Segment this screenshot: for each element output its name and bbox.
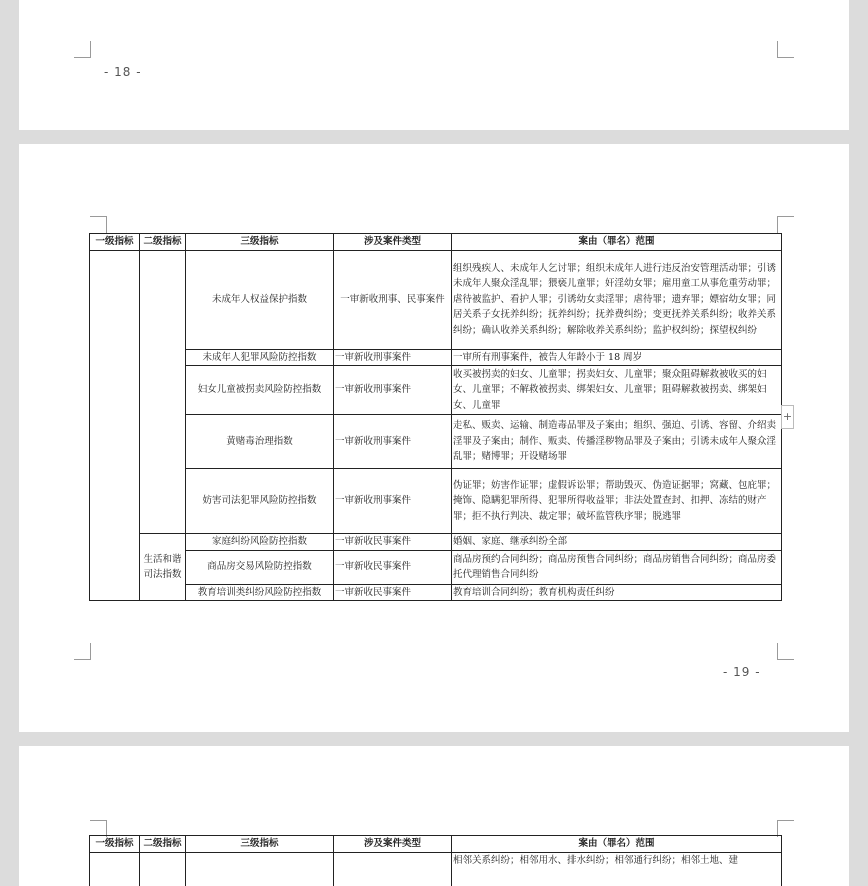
table-row [90, 852, 782, 886]
page-number: - 18 - [104, 65, 142, 79]
table-row [90, 550, 782, 584]
case-type-cell: 一审新收刑事、民事案件 [334, 250, 452, 349]
page-19 [19, 144, 849, 732]
crop-mark [777, 643, 794, 660]
case-type-cell: 一审新收刑事案件 [334, 366, 452, 415]
case-type-cell: 一审新收刑事案件 [334, 415, 452, 469]
level3-cell: 家庭纠纷风险防控指数 [186, 534, 334, 551]
case-type-cell: 一审新收民事案件 [334, 534, 452, 551]
level3-cell [186, 852, 334, 886]
case-type-cell [334, 852, 452, 886]
scope-cell: 收买被拐卖的妇女、儿童罪；拐卖妇女、儿童罪；聚众阻碍解救被收买的妇女、儿童罪；不解救被拐卖、绑架妇女、儿童罪；阻碍解救被拐卖、绑架妇女、儿童罪 [452, 366, 782, 415]
header-level1: 一级指标 [90, 836, 140, 853]
level1-cell [90, 852, 140, 886]
case-type-cell: 一审新收刑事案件 [334, 349, 452, 366]
level3-cell: 未成年人权益保护指数 [186, 250, 334, 349]
scope-cell: 一审所有刑事案件，被告人年龄小于 18 周岁 [452, 349, 782, 366]
scope-cell: 商品房预约合同纠纷；商品房预售合同纠纷；商品房销售合同纠纷；商品房委托代理销售合同纠纷 [452, 550, 782, 584]
level3-cell: 妨害司法犯罪风险防控指数 [186, 469, 334, 534]
level3-cell: 未成年人犯罪风险防控指数 [186, 349, 334, 366]
scope-cell: 婚姻、家庭、继承纠纷全部 [452, 534, 782, 551]
scope-cell: 教育培训合同纠纷；教育机构责任纠纷 [452, 584, 782, 601]
crop-mark [777, 216, 794, 233]
header-scope: 案由（罪名）范围 [452, 234, 782, 251]
crop-mark [777, 41, 794, 58]
scope-cell: 相邻关系纠纷；相邻用水、排水纠纷；相邻通行纠纷；相邻土地、建 [452, 852, 782, 886]
header-level1: 一级指标 [90, 234, 140, 251]
header-level3: 三级指标 [186, 234, 334, 251]
level2-cell [140, 852, 186, 886]
header-level2: 二级指标 [140, 234, 186, 251]
crop-mark [74, 643, 91, 660]
case-type-cell: 一审新收刑事案件 [334, 469, 452, 534]
level2-cell [140, 250, 186, 534]
table-row [90, 415, 782, 469]
level3-cell: 教育培训类纠纷风险防控指数 [186, 584, 334, 601]
level2-cell: 生活和谐司法指数 [140, 534, 186, 601]
table-header-row [90, 836, 782, 853]
level1-cell [90, 250, 140, 601]
table-row [90, 349, 782, 366]
table-row [90, 584, 782, 601]
page-20 [19, 746, 849, 886]
scope-cell: 走私、贩卖、运输、制造毒品罪及子案由；组织、强迫、引诱、容留、介绍卖淫罪及子案由；制作、贩卖、传播淫秽物品罪及子案由；引诱未成年人聚众淫乱罪；赌博罪；开设赌场罪 [452, 415, 782, 469]
case-type-cell: 一审新收民事案件 [334, 584, 452, 601]
page-18 [19, 0, 849, 130]
table-row [90, 366, 782, 415]
index-table [89, 233, 782, 601]
level3-cell: 商品房交易风险防控指数 [186, 550, 334, 584]
table-header-row [90, 234, 782, 251]
crop-mark [90, 216, 107, 233]
table-row [90, 250, 782, 349]
header-case-type: 涉及案件类型 [334, 836, 452, 853]
level3-cell: 黄赌毒治理指数 [186, 415, 334, 469]
index-table-continued [89, 835, 782, 886]
table-row [90, 469, 782, 534]
header-case-type: 涉及案件类型 [334, 234, 452, 251]
header-level3: 三级指标 [186, 836, 334, 853]
case-type-cell: 一审新收民事案件 [334, 550, 452, 584]
table-row [90, 534, 782, 551]
crop-mark [74, 41, 91, 58]
page-number: - 19 - [723, 665, 761, 679]
scope-cell: 组织残疾人、未成年人乞讨罪；组织未成年人进行违反治安管理活动罪；引诱未成年人聚众淫乱罪；猥亵儿童罪；奸淫幼女罪；雇用童工从事危重劳动罪；虐待被监护、看护人罪；引诱幼女卖淫罪；虐待罪；遗弃罪；嫖宿幼女罪；同居关系子女抚养纠纷；抚养纠纷；抚养费纠纷；变更抚养关系纠纷；收养关系纠纷；确认收养关系纠纷；解除收养关系纠纷；监护权纠纷；探望权纠纷 [452, 250, 782, 349]
header-scope: 案由（罪名）范围 [452, 836, 782, 853]
table-expand-button[interactable]: + [781, 405, 794, 429]
level3-cell: 妇女儿童被拐卖风险防控指数 [186, 366, 334, 415]
header-level2: 二级指标 [140, 836, 186, 853]
scope-cell: 伪证罪；妨害作证罪；虚假诉讼罪；帮助毁灭、伪造证据罪；窝藏、包庇罪；掩饰、隐瞒犯罪所得、犯罪所得收益罪；非法处置查封、扣押、冻结的财产罪；拒不执行判决、裁定罪；破坏监管秩序罪；脱逃罪 [452, 469, 782, 534]
